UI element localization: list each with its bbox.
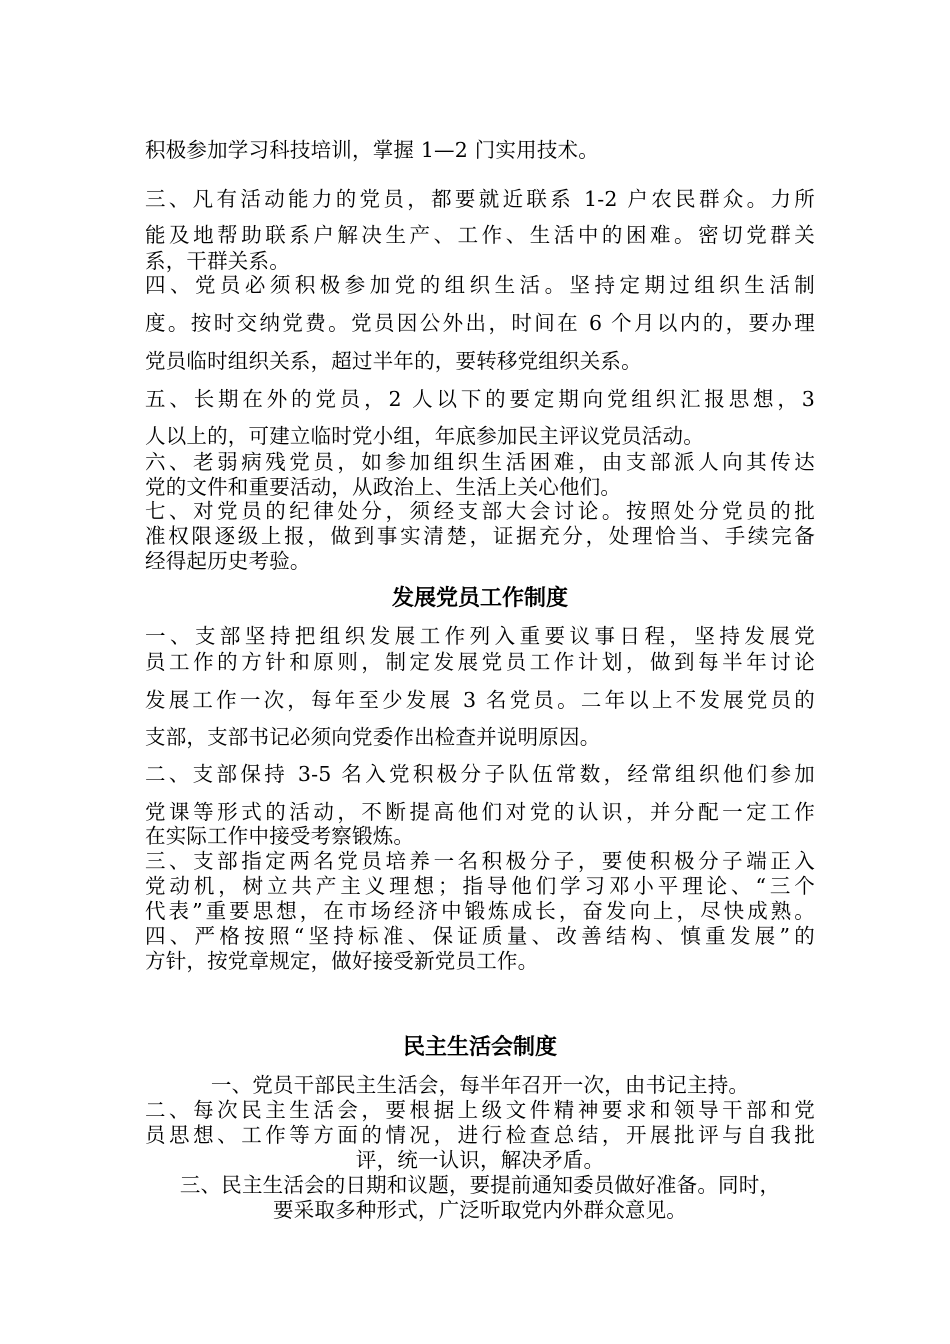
paragraph-line: 三、民主生活会的日期和议题，要提前通知委员做好准备。同时， bbox=[179, 1173, 781, 1197]
paragraph-line: 方针，按党章规定，做好接受新党员工作。 bbox=[145, 949, 539, 973]
paragraph-line: 系，干群关系。 bbox=[145, 249, 290, 273]
paragraph-line: 二、支部保持 3-5 名入党积极分子队伍常数，经常组织他们参加 bbox=[145, 762, 815, 786]
section-title: 发展党员工作制度 bbox=[391, 585, 568, 611]
paragraph-line: 准权限逐级上报，做到事实清楚，证据充分，处理恰当、手续完备 bbox=[145, 524, 815, 548]
paragraph-line: 经得起历史考验。 bbox=[145, 549, 311, 573]
paragraph-line: 党课等形式的活动，不断提高他们对党的认识，并分配一定工作 bbox=[145, 800, 815, 824]
paragraph-line: 一、支部坚持把组织发展工作列入重要议事日程，坚持发展党 bbox=[145, 624, 815, 648]
paragraph-line: 人以上的，可建立临时党小组，年底参加民主评议党员活动。 bbox=[145, 424, 704, 448]
paragraph-line: 三、凡有活动能力的党员，都要就近联系 1-2 户农民群众。力所 bbox=[145, 187, 815, 211]
paragraph-line: 员思想、工作等方面的情况，进行检查总结，开展批评与自我批 bbox=[145, 1123, 815, 1147]
paragraph-line: 五、长期在外的党员，2 人以下的要定期向党组织汇报思想，3 bbox=[145, 387, 815, 411]
paragraph-line: 党员临时组织关系，超过半年的，要转移党组织关系。 bbox=[145, 349, 642, 373]
paragraph-line: 四、党员必须积极参加党的组织生活。坚持定期过组织生活制 bbox=[145, 273, 815, 297]
paragraph-line: 评，统一认识，解决矛盾。 bbox=[355, 1148, 605, 1172]
paragraph-line: 要采取多种形式，广泛听取党内外群众意见。 bbox=[273, 1198, 687, 1222]
paragraph-line: 六、老弱病残党员，如参加组织生活困难，由支部派人向其传达 bbox=[145, 450, 815, 474]
paragraph-line: 党的文件和重要活动，从政治上、生活上关心他们。 bbox=[145, 475, 622, 499]
paragraph-line: 在实际工作中接受考察锻炼。 bbox=[145, 824, 415, 848]
section-title: 民主生活会制度 bbox=[402, 1034, 557, 1060]
paragraph-line: 支部，支部书记必须向党委作出检查并说明原因。 bbox=[145, 725, 601, 749]
paragraph-line: 党动机，树立共产主义理想；指导他们学习邓小平理论、“三个 bbox=[145, 874, 815, 898]
paragraph-line: 度。按时交纳党费。党员因公外出，时间在 6 个月以内的，要办理 bbox=[145, 311, 815, 335]
paragraph-line: 二、每次民主生活会，要根据上级文件精神要求和领导干部和党 bbox=[145, 1098, 815, 1122]
paragraph-line: 积极参加学习科技培训，掌握 1—2 门实用技术。 bbox=[145, 138, 599, 162]
paragraph-line: 七、对党员的纪律处分，须经支部大会讨论。按照处分党员的批 bbox=[145, 499, 815, 523]
paragraph-line: 三、支部指定两名党员培养一名积极分子，要使积极分子端正入 bbox=[145, 849, 815, 873]
paragraph-line: 四、严格按照“坚持标准、保证质量、改善结构、慎重发展”的 bbox=[145, 924, 815, 948]
paragraph-line: 代表”重要思想，在市场经济中锻炼成长，奋发向上，尽快成熟。 bbox=[145, 899, 815, 923]
paragraph-line: 员工作的方针和原则，制定发展党员工作计划，做到每半年讨论 bbox=[145, 650, 815, 674]
paragraph-line: 能及地帮助联系户解决生产、工作、生活中的困难。密切党群关 bbox=[145, 223, 815, 247]
paragraph-line: 发展工作一次，每年至少发展 3 名党员。二年以上不发展党员的 bbox=[145, 688, 815, 712]
paragraph-line: 一、党员干部民主生活会，每半年召开一次，由书记主持。 bbox=[210, 1073, 750, 1097]
